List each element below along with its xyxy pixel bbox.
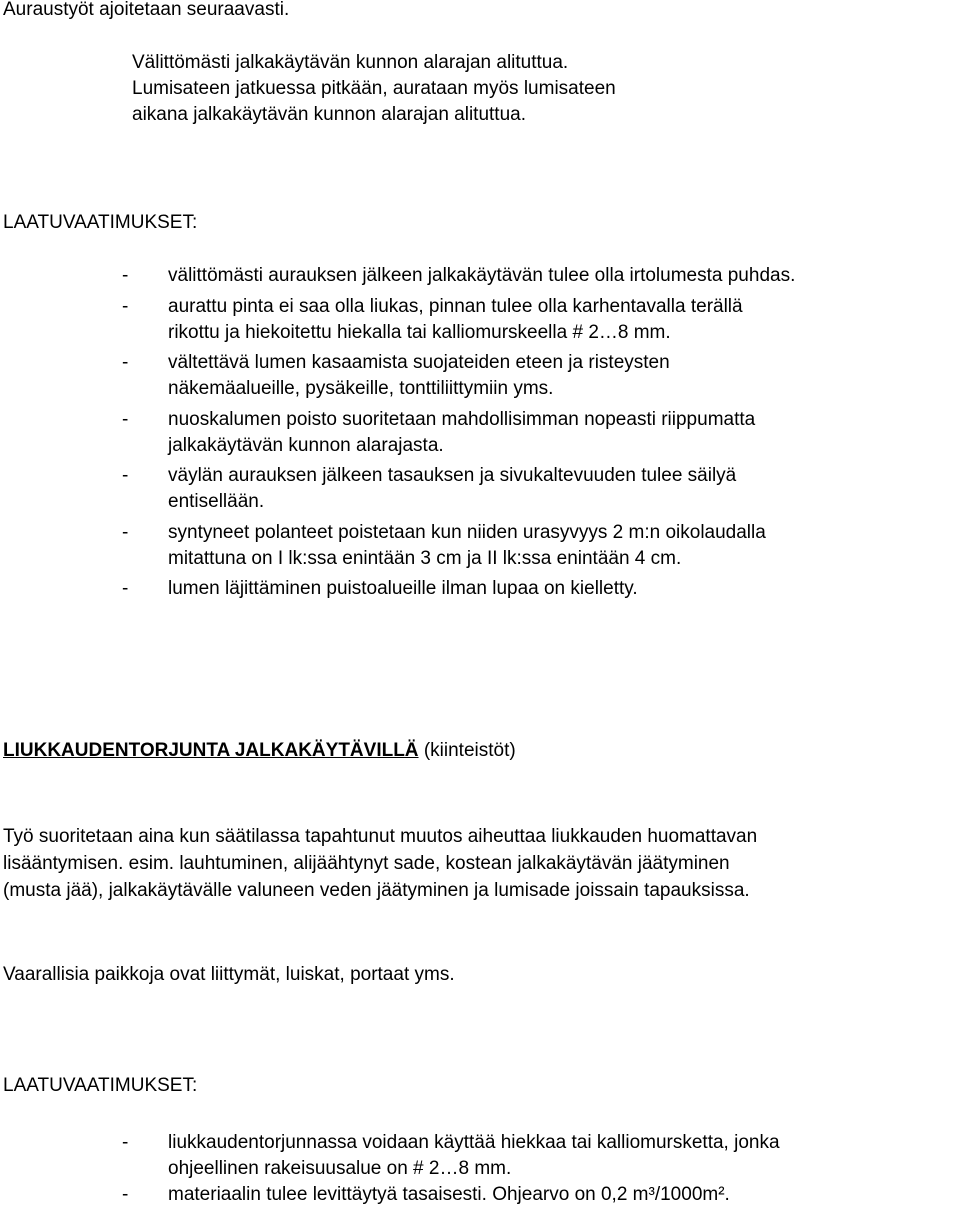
list-item-line: aurattu pinta ei saa olla liukas, pinnan tulee olla karhentavalla terällä — [168, 296, 743, 317]
bullet-dash: - — [122, 265, 129, 286]
paragraph-line: (musta jää), jalkakäytävälle valuneen veden jäätyminen ja lumisade joissain tapauksissa. — [3, 880, 750, 901]
bullet-dash: - — [122, 578, 129, 599]
list-item-line: näkemäalueille, pysäkeille, tonttiliittymiin yms. — [168, 378, 554, 399]
list-item-line: syntyneet polanteet poistetaan kun niiden urasyvyys 2 m:n oikolaudalla — [168, 522, 766, 543]
timing-line: aikana jalkakäytävän kunnon alarajan alituttua. — [132, 104, 526, 125]
bullet-dash: - — [122, 522, 129, 543]
paragraph-line: Työ suoritetaan aina kun säätilassa tapahtunut muutos aiheuttaa liukkauden huomattavan — [3, 826, 758, 847]
list-item-line: nuoskalumen poisto suoritetaan mahdollisimman nopeasti riippumatta — [168, 409, 756, 430]
bullet-dash: - — [122, 296, 129, 317]
bullet-dash: - — [122, 409, 129, 430]
list-item-line: entisellään. — [168, 491, 265, 512]
intro-text: Auraustyöt ajoitetaan seuraavasti. — [3, 0, 290, 20]
list-item-line: mitattuna on I lk:ssa enintään 3 cm ja II lk:ssa enintään 4 cm. — [168, 548, 682, 569]
paragraph-line: lisääntymisen. esim. lauhtuminen, alijäähtynyt sade, kostean jalkakäytävän jäätyminen — [3, 853, 730, 874]
list-item-line: väylän aurauksen jälkeen tasauksen ja sivukaltevuuden tulee säilyä — [168, 465, 737, 486]
section-title — [3, 738, 516, 764]
list-item-line: materiaalin tulee levittäytyä tasaisesti. Ohjearvo on 0,2 m³/1000m². — [168, 1184, 730, 1205]
list-item-line: rikottu ja hiekoitettu hiekalla tai kalliomurskeella # 2…8 mm. — [168, 322, 671, 343]
timing-line: Lumisateen jatkuessa pitkään, aurataan myös lumisateen — [132, 78, 616, 99]
section-heading: LAATUVAATIMUKSET: — [3, 1075, 198, 1096]
section-title-sub: (kiinteistöt) — [418, 740, 516, 761]
section-title-main: LIUKKAUDENTORJUNTA JALKAKÄYTÄVILLÄ — [3, 740, 419, 761]
section-heading: LAATUVAATIMUKSET: — [3, 212, 198, 233]
bullet-dash: - — [122, 1184, 129, 1205]
bullet-dash: - — [122, 352, 129, 373]
list-item-line: vältettävä lumen kasaamista suojateiden eteen ja risteysten — [168, 352, 670, 373]
list-item-line: välittömästi aurauksen jälkeen jalkakäytävän tulee olla irtolumesta puhdas. — [168, 265, 796, 286]
list-item-line: ohjeellinen rakeisuusalue on # 2…8 mm. — [168, 1158, 512, 1179]
bullet-dash: - — [122, 1132, 129, 1153]
list-item-line: jalkakäytävän kunnon alarajasta. — [168, 435, 444, 456]
list-item-line: lumen läjittäminen puistoalueille ilman lupaa on kielletty. — [168, 578, 638, 599]
list-item-line: liukkaudentorjunnassa voidaan käyttää hiekkaa tai kalliomursketta, jonka — [168, 1132, 780, 1153]
timing-line: Välittömästi jalkakäytävän kunnon alarajan alituttua. — [132, 52, 569, 73]
bullet-dash: - — [122, 465, 129, 486]
paragraph-text: Vaarallisia paikkoja ovat liittymät, luiskat, portaat yms. — [3, 964, 455, 985]
